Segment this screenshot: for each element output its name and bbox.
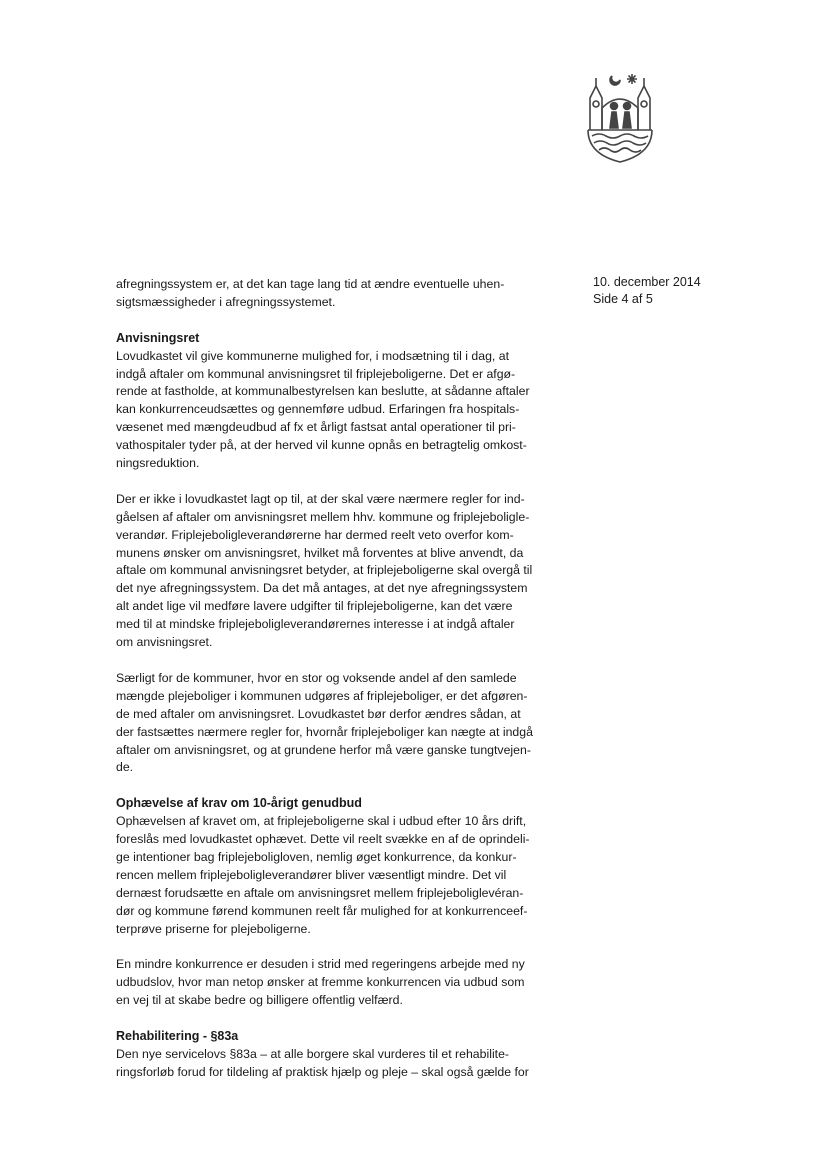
text-line: ge intentioner bag friplejeboligloven, nemlig øget konkurrence, da konkur-: [116, 849, 517, 864]
text-line: om anvisningsret.: [116, 635, 213, 650]
aarhus-coat-of-arms-icon: [582, 68, 658, 168]
text-line: terprøve priserne for plejeboligerne.: [116, 921, 311, 936]
section-heading: Rehabilitering - §83a: [116, 1028, 239, 1043]
paragraph: [116, 670, 571, 777]
paragraph: [116, 491, 571, 652]
text-line: rencen mellem friplejeboligleverandører bliver væsentligt mindre. Det vil: [116, 867, 507, 882]
text-line: dernæst forudsætte en aftale om anvisningsret mellem friplejeboliglevéran-: [116, 885, 524, 900]
section-heading: Anvisningsret: [116, 330, 200, 345]
text-line: Særligt for de kommuner, hvor en stor og voksende andel af den samlede: [116, 670, 517, 685]
text-line: munens ønsker om anvisningsret, hvilket må forventes at blive anvendt, da: [116, 545, 524, 560]
text-line: de.: [116, 760, 134, 775]
text-line: ringsforløb forud for tildeling af praktisk hjælp og pleje – skal også gælde for: [116, 1064, 529, 1079]
paragraph: [116, 1046, 571, 1082]
text-line: Der er ikke i lovudkastet lagt op til, at der skal være nærmere regler for ind-: [116, 491, 525, 506]
text-line: En mindre konkurrence er desuden i strid med regeringens arbejde med ny: [116, 957, 525, 972]
text-line: de med aftaler om anvisningsret. Lovudkastet bør derfor ændres sådan, at: [116, 706, 521, 721]
text-line: rende at fastholde, at kommunalbestyrelsen kan beslutte, at sådanne aftaler: [116, 384, 530, 399]
section: [116, 795, 571, 1010]
page-number: Side 4 af 5: [593, 292, 653, 306]
text-line: alt andet lige vil medføre lavere udgifter til friplejeboligerne, kan det være: [116, 599, 513, 614]
text-line: Lovudkastet vil give kommunerne mulighed for, i modsætning til i dag, at: [116, 348, 510, 363]
text-line: sigtsmæssigheder i afregningssystemet.: [116, 294, 336, 309]
text-line: mængde plejeboliger i kommunen udgøres af friplejeboliger, er det afgøren-: [116, 688, 528, 703]
paragraph: [116, 956, 571, 1010]
text-line: vathospitaler tyder på, at der herved vil kunne opnås en betragtelig omkost-: [116, 438, 527, 453]
text-line: afregningssystem er, at det kan tage lang tid at ændre eventuelle uhen-: [116, 277, 505, 291]
section: [116, 1028, 571, 1082]
text-line: med til at mindske friplejeboligleverandørernes interesse i at indgå aftaler: [116, 617, 515, 632]
section-heading: Ophævelse af krav om 10-årigt genudbud: [116, 796, 362, 811]
text-line: udbudslov, hvor man netop ønsker at fremme konkurrencen via udbud som: [116, 975, 525, 990]
text-line: dør og kommune førend kommunen reelt får mulighed for at konkurrenceef-: [116, 903, 528, 918]
text-line: aftaler om anvisningsret, og at grundene herfor må være ganske tungtvejen-: [116, 742, 531, 757]
document-date: 10. december 2014: [593, 275, 701, 289]
text-line: ningsreduktion.: [116, 456, 200, 471]
text-line: der fastsættes nærmere regler for, hvornår friplejeboliger kan nægte at indgå: [116, 724, 533, 739]
text-line: væsenet med mængdeudbud af fx et årligt fastsat antal operationer til pri-: [116, 420, 516, 435]
text-line: det nye afregningssystem. Da det må antages, at det nye afregningssystem: [116, 581, 528, 596]
paragraph: [116, 348, 571, 473]
paragraph: [116, 813, 571, 938]
text-line: kan konkurrenceudsættes og gennemføre udbud. Erfaringen fra hospitals-: [116, 402, 520, 417]
text-line: gåelsen af aftaler om anvisningsret mellem hhv. kommune og friplejeboligle-: [116, 509, 530, 524]
intro-paragraph: [116, 276, 571, 312]
text-line: foreslås med lovudkastet ophævet. Dette vil reelt svække en af de oprindeli-: [116, 832, 530, 847]
text-line: aftale om kommunal anvisningsret betyder, at friplejeboligerne skal overgå til: [116, 563, 533, 578]
text-line: indgå aftaler om kommunal anvisningsret til friplejeboligerne. Det er afgø-: [116, 366, 516, 381]
text-line: en vej til at skabe bedre og billigere offentlig velfærd.: [116, 993, 403, 1008]
text-line: Den nye servicelovs §83a – at alle borgere skal vurderes til et rehabilite-: [116, 1046, 510, 1061]
text-line: Ophævelsen af kravet om, at friplejeboligerne skal i udbud efter 10 års drift,: [116, 814, 527, 829]
section: [116, 330, 571, 778]
document-meta: [593, 274, 701, 308]
document-body: [116, 276, 571, 1082]
text-line: verandør. Friplejeboligleverandørerne har dermed reelt veto overfor kom-: [116, 527, 514, 542]
